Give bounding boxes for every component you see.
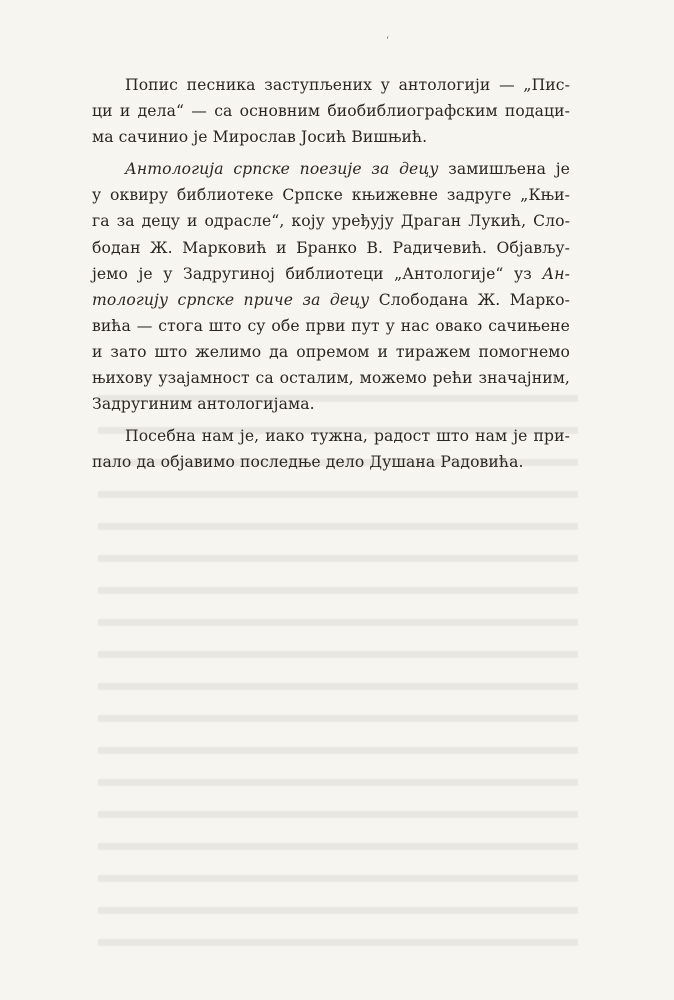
- paragraph-line: [92, 339, 570, 365]
- paragraph-line: [92, 208, 570, 234]
- text-segment: ци и дела“ — са основним биобиблиографским подаци-: [92, 102, 570, 121]
- paragraph-line: [92, 287, 570, 313]
- paragraph-line: [92, 449, 570, 475]
- paragraph-1: [92, 72, 570, 150]
- text-segment: Задругиним антологијама.: [92, 395, 315, 414]
- paragraph-line: [92, 423, 570, 449]
- paragraph-line: [92, 391, 570, 417]
- text-segment: и зато што желимо да опремом и тиражем помогнемо: [92, 342, 570, 361]
- text-segment: пало да објавимо последње дело Душана Радовића.: [92, 453, 524, 472]
- text-segment: њихову узајамност са осталим, можемо рећи значајним,: [92, 369, 570, 388]
- book-title-italic: Антологија српске поезије за децу: [125, 160, 439, 179]
- paragraph-2: [92, 156, 570, 417]
- body-text: [92, 72, 570, 475]
- paragraph-line: [92, 261, 570, 287]
- text-segment: у оквиру библиотеке Српске књижевне задруге „Књи-: [92, 186, 570, 205]
- paragraph-line: [92, 182, 570, 208]
- text-segment: Попис песника заступљених у антологији — „Пис-: [125, 76, 570, 94]
- paragraph-line: [92, 98, 570, 124]
- paragraph-line: [92, 313, 570, 339]
- text-segment: ма сачинио је Мирослав Јосић Вишњић.: [92, 128, 428, 147]
- text-segment: Слободана Ж. Марко-: [369, 290, 570, 309]
- top-mark: ʻ: [386, 36, 389, 46]
- text-segment: га за децу и одрасле“, коју уређују Драган Лукић, Сло-: [92, 212, 570, 231]
- text-segment: замишљена је: [438, 160, 570, 179]
- book-title-italic: тологију српске приче за децу: [92, 290, 370, 309]
- book-title-italic: Ан-: [542, 264, 570, 283]
- text-segment: Посебна нам је, иако тужна, радост што нам је при-: [125, 427, 570, 446]
- paragraph-line: [92, 156, 570, 182]
- text-segment: јемо је у Задругиној библиотеци „Антологије“ уз: [92, 264, 543, 283]
- text-segment: вића — стога што су обе први пут у нас овако сачињене: [92, 316, 570, 335]
- paragraph-line: [92, 124, 570, 150]
- paragraph-3: [92, 423, 570, 475]
- paragraph-line: [92, 235, 570, 261]
- text-segment: бодан Ж. Марковић и Бранко В. Радичевић. Објављу-: [92, 238, 570, 257]
- paragraph-line: [92, 72, 570, 98]
- paragraph-line: [92, 365, 570, 391]
